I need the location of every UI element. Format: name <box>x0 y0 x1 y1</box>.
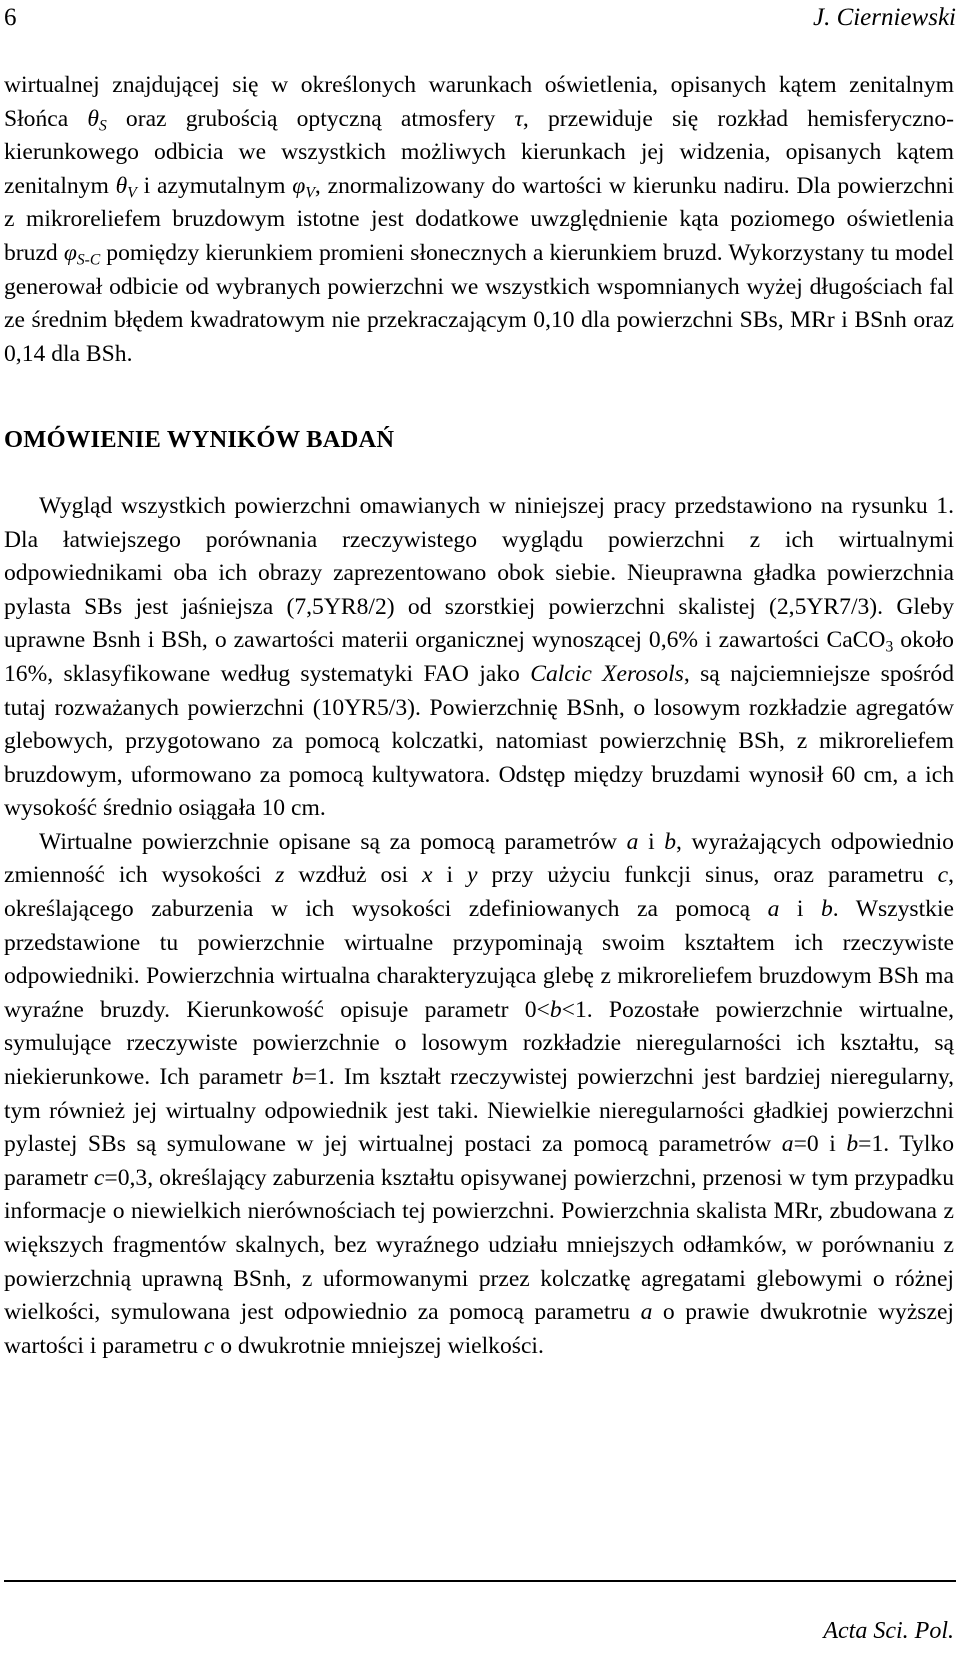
param-a: a <box>767 896 780 923</box>
param-y: y <box>467 862 478 889</box>
subscript: S <box>98 116 107 134</box>
paragraph-surfaces-appearance <box>4 490 954 826</box>
param-a: a <box>640 1299 653 1326</box>
text-run: i azymutalnym <box>136 172 293 199</box>
param-c: c <box>203 1332 215 1359</box>
symbol-theta: θ <box>87 105 99 132</box>
subscript: 3 <box>885 638 894 656</box>
text-run: o dwukrotnie mniejszej wielkości. <box>214 1332 544 1359</box>
subscript: V <box>127 184 137 202</box>
param-c: c <box>93 1164 105 1191</box>
symbol-phi: φ <box>63 239 77 266</box>
text-run: . Wszystkie przedstawione tu powierzchnie wirtualne przypominają swoim kształtem ich rzeczywiste odpowiedniki. Powierzchnia wirtualna charakteryzująca glebę z mikroreliefem bruzdowym BSh ma wyraźne bruzdy. Kierunkowość opisuje parametr 0< <box>4 896 954 1023</box>
page-number: 6 <box>4 4 17 31</box>
text-run: o prawie dwukrotnie wyższej wartości i parametru <box>4 1299 954 1359</box>
text-run: pomiędzy kierunkiem promieni słonecznych a kierunkiem bruzd. <box>100 239 729 266</box>
text-run: Wykorzystany tu model generował odbicie od wybranych powierzchni we wszystkich wspomnianych wyżej długościach fal ze średnim błędem kwadratowym nie przekraczającym 0,10 dla powierzchni SBs, MRr i BSnh oraz 0,14 dla BSh. <box>4 239 954 367</box>
paragraph-virtual-surfaces <box>4 826 954 1364</box>
running-head <box>4 4 956 34</box>
text-run: oraz grubością optyczną atmosfery <box>106 105 515 132</box>
body-text <box>4 69 954 1363</box>
symbol-tau: τ <box>514 105 523 132</box>
param-b: b <box>291 1064 304 1091</box>
text-run: Wirtualne powierzchnie opisane są za pomocą parametrów <box>39 828 627 855</box>
param-z: z <box>275 862 285 889</box>
text-run: =0,3, określający zaburzenia kształtu opisywanej powierzchni, przenosi w tym przypadku informacje o niewielkich nierównościach tej powierzchni. Powierzchnia skalista MRr, zbudowana z większych fragmentów skalnych, bez wyraźnego udziału mniejszych odłamków, w porównaniu z powierzchnią uprawną BSnh, z uformowanymi przez kolczatkę agregatami glebowymi o różnej wielkości, symulowana jest odpowiednio za pomocą parametru <box>4 1164 955 1326</box>
text-run: około 16%, sklasyfikowane według systematyki FAO jako <box>4 627 954 687</box>
text-run: =1. Im kształt rzeczywistej powierzchni jest bardziej nieregularny, tym również jej wirtualny odpowiednik jest taki. Niewielkie nieregularności gładkiej powierzchni pylastej SBs są symulowane w jej wirtualnej postaci za pomocą parametrów <box>4 1064 954 1158</box>
text-run: wzdłuż osi <box>284 862 423 889</box>
text-run: , wyrażających odpowiednio zmienność ich wysokości <box>4 828 954 889</box>
symbol-phi: φ <box>292 172 306 199</box>
param-c: c <box>937 862 949 889</box>
text-run: i <box>779 896 821 923</box>
italic-term: Calcic Xerosols <box>530 660 684 687</box>
section-heading: OMÓWIENIE WYNIKÓW BADAŃ <box>4 426 395 454</box>
param-b: b <box>549 996 562 1023</box>
text-run: i <box>432 862 468 889</box>
text-run: =0 i <box>793 1131 847 1158</box>
param-a: a <box>626 828 639 855</box>
text-run: przy użyciu funkcji sinus, oraz parametru <box>477 862 938 889</box>
text-run: wirtualnej znajdującej się w określonych warunkach oświetlenia, opisanych kątem zenitalnym Słońca <box>4 72 954 132</box>
text-run: =1. Tylko parametr <box>4 1131 954 1191</box>
param-b: b <box>846 1131 859 1158</box>
text-run: i <box>638 828 665 855</box>
text-run: Wygląd wszystkich powierzchni omawianych w niniejszej pracy przedstawiono na rysunku 1. Dla łatwiejszego porównania rzeczywistego wyglądu powierzchni z ich wirtualnymi odpowiednikami oba ich obrazy zaprezentowano obok siebie. Nieuprawna gładka powierzchnia pylasta SBs jest jaśniejsza (7,5YR8/2) od szorstkiej powierzchni skalistej (2,5YR7/3). Gleby uprawne Bsnh i BSh, o zawartości materii organicznej wynoszącej 0,6% i zawartości CaCO <box>4 492 954 654</box>
journal-name: Acta Sci. Pol. <box>823 1618 954 1644</box>
text-run: <1. Pozostałe powierzchnie wirtualne, symulujące rzeczywiste powierzchnie o losowym rozkładzie nieregularności ich kształtu, są niekierunkowe. Ich parametr <box>4 996 954 1091</box>
subscript: S-C <box>76 251 101 269</box>
param-b: b <box>820 896 833 923</box>
subscript: V <box>305 184 315 202</box>
text-run: , określającego zaburzenia w ich wysokości zdefiniowanych za pomocą <box>4 862 954 923</box>
footer-rule <box>4 1580 956 1582</box>
param-a: a <box>781 1131 794 1158</box>
param-x: x <box>422 862 433 889</box>
symbol-theta: θ <box>115 172 128 199</box>
running-author: J. Cierniewski <box>812 4 956 31</box>
text-run: , przewiduje się rozkład hemisferyczno-kierunkowego odbicia we wszystkich możliwych kierunkach jej widzenia, opisanych kątem zenitalnym <box>4 105 954 199</box>
paragraph-model-description <box>4 69 954 371</box>
param-b: b <box>664 828 677 855</box>
text-run: , znormalizowany do wartości w kierunku nadiru. Dla powierzchni z mikroreliefem bruzdowym istotne jest dodatkowe uwzględnienie kąta poziomego oświetlenia bruzd <box>4 172 954 266</box>
text-run: , są najciemniejsze spośród tutaj rozważanych powierzchni (10YR5/3). Powierzchnię BSnh, o losowym rozkładzie agregatów glebowych, przygotowano za pomocą kolczatki, natomiast powierzchnię BSh, z mikroreliefem bruzdowym, uformowano za pomocą kultywatora. Odstęp między bruzdami wynosił 60 cm, a ich wysokość średnio osiągała 10 cm. <box>4 660 955 822</box>
